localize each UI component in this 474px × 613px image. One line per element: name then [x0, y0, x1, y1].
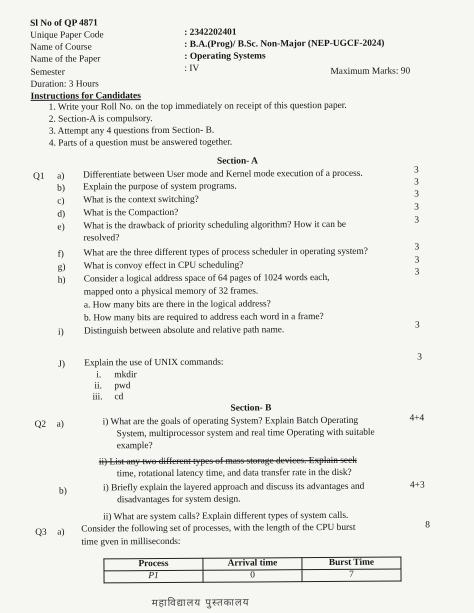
q2b-i-line-2: disadvantages for system design.: [117, 494, 241, 506]
q1h-tag: h): [57, 275, 66, 286]
q2b-tag: b): [58, 486, 67, 497]
q1b-tag: b): [57, 183, 65, 194]
q1i-text: Distinguish between absolute and relative path name.: [83, 325, 285, 337]
instruction-3: 3. Attempt any 4 questions from Section- B.: [48, 125, 215, 137]
instruction-4: 4. Parts of a question must be answered together.: [48, 137, 233, 149]
q2b-i-line-1: i) Briefly explain the layered approach and discuss its advantages and: [102, 481, 365, 494]
q1c-tag: c): [57, 196, 65, 207]
q1h-sub-b: b. How many bits are required to address each word in a frame?: [83, 312, 324, 324]
q1h-sub-a: a. How many bits are there in the logical address?: [83, 299, 271, 311]
q2a-i-line-3: example?: [116, 441, 153, 452]
q1j-tag: J): [58, 359, 66, 370]
q2a-tag: a): [56, 419, 64, 430]
q1g-text: What is convoy effect in CPU scheduling?: [83, 260, 244, 272]
table-header-row: [104, 557, 401, 571]
qp-number: Sl No of QP 4871: [30, 18, 98, 29]
duration: Duration: 3 Hours: [30, 79, 99, 90]
q2a-i-marks: 4+4: [409, 413, 425, 424]
cell-burst-time: 7: [302, 569, 401, 582]
q1i-tag: i): [58, 327, 64, 338]
q1a-marks: 3: [414, 165, 419, 176]
paper-code-value: : 2342202401: [184, 27, 237, 38]
header-process: Process: [104, 558, 203, 571]
paper-name-label: Name of the Paper: [30, 54, 101, 65]
instruction-1: 1. Write your Roll No. on the top immediately on receipt of this question paper.: [48, 100, 347, 113]
q2a-i-line-1: i) What are the goals of operating System? Explain Batch Operating: [102, 415, 359, 428]
q1-label: Q1: [33, 171, 45, 182]
q3a-marks: 8: [425, 520, 430, 531]
q1j-cmd-2: pwd: [114, 381, 131, 392]
q1e-tag: e): [57, 222, 65, 233]
q1h-text-2: mapped onto a physical memory of 32 frames.: [83, 286, 259, 298]
table-row: [104, 569, 401, 583]
semester-value: : IV: [184, 63, 200, 74]
q1j-cmd-1-num: i.: [96, 370, 102, 381]
q1e-text: What is the drawback of priority scheduling algorithm? How it can be: [83, 219, 347, 232]
header-arrival-time: Arrival time: [203, 558, 302, 571]
q1b-marks: 3: [414, 177, 419, 188]
q1j-cmd-3: cd: [114, 392, 124, 403]
q1d-text: What is the Compaction?: [83, 207, 179, 219]
q1f-marks: 3: [414, 242, 420, 253]
course-value: : B.A.(Prog)/ B.Sc. Non-Major (NEP-UGCF-2024): [184, 38, 385, 50]
q2b-i-marks: 4+3: [409, 480, 425, 491]
q1j-marks: 3: [417, 352, 422, 363]
semester-label: Semester: [30, 67, 65, 78]
cell-arrival-time: 0: [203, 570, 302, 583]
q3a-text-2: time gven in milliseconds:: [81, 536, 181, 548]
q1e-marks: 3: [414, 215, 420, 226]
q2a-ii-line-2: time, rotational latency time, and data transfer rate in the disk?: [116, 467, 352, 480]
section-b-title: Section- B: [230, 403, 272, 414]
q1h-text: Consider a logical address space of 64 pages of 1024 words each,: [83, 272, 330, 285]
q3-label: Q3: [35, 527, 47, 538]
q1f-tag: f): [57, 249, 64, 260]
q1j-text: Explain the use of UNIX commands:: [84, 357, 224, 369]
q1a-tag: a): [57, 171, 65, 182]
q2a-i-line-2: System, multiprocessor system and real time Operating with suitable: [116, 427, 375, 440]
q1b-text: Explain the purpose of system programs.: [83, 181, 237, 193]
section-a-title: Section- A: [216, 156, 258, 167]
q1c-text: What is the context switching?: [83, 194, 199, 206]
q1g-marks: 3: [414, 255, 420, 266]
q1a-text: Differentiate between User mode and Kernel mode execution of a process.: [83, 168, 363, 181]
instructions-title: Instructions for Candidates: [30, 91, 141, 102]
q1h-marks: 3: [414, 267, 420, 278]
q2b-ii: ii) What are system calls? Explain different types of system calls.: [103, 510, 349, 523]
q1j-cmd-2-num: ii.: [94, 381, 102, 392]
q1i-marks: 3: [414, 320, 420, 331]
q1j-cmd-3-num: iii.: [92, 392, 103, 403]
paper-name-value: : Operating Systems: [184, 51, 266, 62]
course-label: Name of Course: [30, 42, 92, 53]
q1f-text: What are the three different types of process scheduler in operating system?: [83, 246, 368, 259]
q1d-marks: 3: [414, 202, 419, 213]
q2-label: Q2: [34, 419, 47, 430]
paper-code-label: Unique Paper Code: [30, 30, 104, 41]
instruction-2: 2. Section-A is compulsory.: [48, 114, 153, 125]
header-burst-time: Burst Time: [302, 557, 401, 570]
q3a-text-1: Consider the following set of processes, with the length of the CPU burst: [81, 522, 356, 535]
process-table: [103, 557, 401, 584]
q1g-tag: g): [57, 262, 66, 273]
library-stamp: महाविद्यालय पुस्तकालय: [151, 597, 250, 610]
q1d-tag: d): [57, 209, 66, 220]
max-marks: Maximum Marks: 90: [330, 66, 411, 77]
q2a-ii-line-1: ii) List any two different types of mass storage devices. Explain seek: [98, 455, 357, 468]
q3a-tag: a): [57, 527, 65, 538]
q1c-marks: 3: [414, 189, 419, 200]
q1e-text-2: resolved?: [83, 233, 120, 244]
cell-process: P1: [104, 570, 203, 583]
q1j-cmd-1: mkdir: [114, 370, 137, 381]
